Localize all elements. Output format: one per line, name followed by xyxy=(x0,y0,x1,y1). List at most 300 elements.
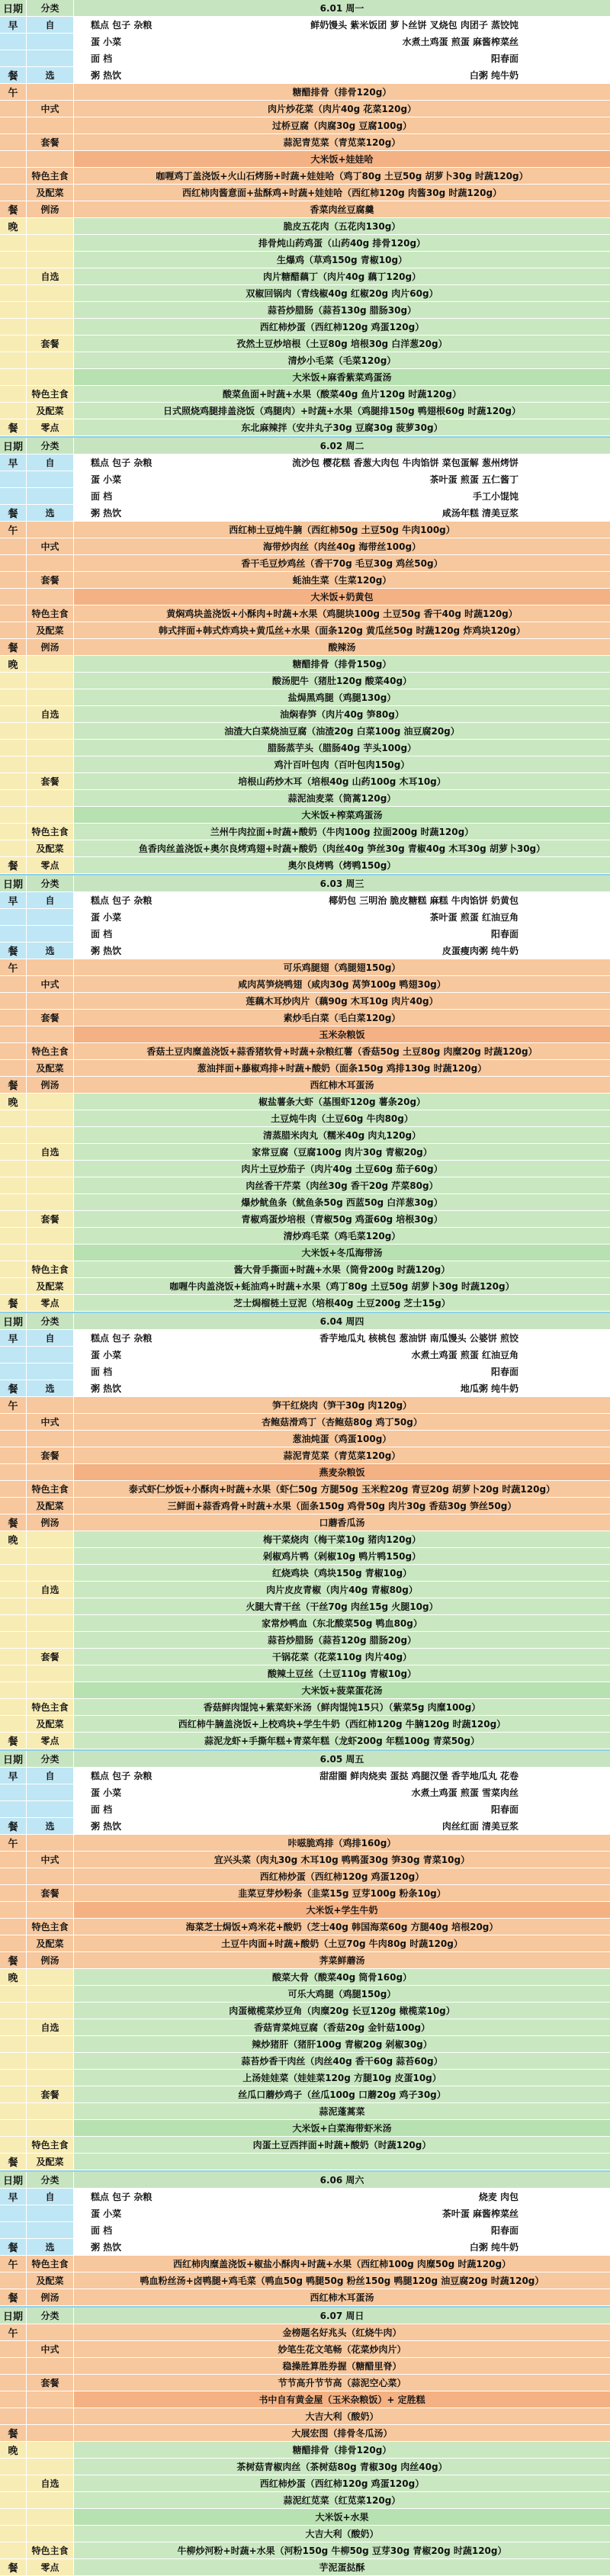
menu-row xyxy=(0,1127,610,1144)
meal-name: 早 xyxy=(0,454,26,471)
dish-cell xyxy=(73,268,610,284)
meal-name xyxy=(0,403,26,419)
meal-name xyxy=(0,2375,26,2391)
category-cell: 特色主食 xyxy=(26,605,73,622)
meal-name xyxy=(0,790,26,806)
dish-text: 茶叶蛋 麻酱榨菜丝 xyxy=(441,2208,518,2219)
dish-cell xyxy=(73,2526,610,2542)
dish-text: 粥 热饮 xyxy=(91,1821,122,1832)
category-cell xyxy=(26,352,73,368)
category-cell xyxy=(26,1665,73,1681)
meal-name xyxy=(0,1598,26,1614)
dish-cell xyxy=(73,1649,610,1665)
dish-cell xyxy=(73,2425,610,2441)
category-cell xyxy=(26,1986,73,2002)
category-cell: 选 xyxy=(26,67,73,83)
dish-cell xyxy=(73,84,610,100)
dish-text: 蒜泥油麦菜（筒蒿120g） xyxy=(287,793,396,804)
category-cell xyxy=(26,2408,73,2424)
dish-text: 蒜泥青苋菜（青苋菜120g） xyxy=(283,137,401,148)
dish-cell xyxy=(73,689,610,705)
menu-row xyxy=(0,2019,610,2036)
category-cell: 自选 xyxy=(26,2019,73,2035)
dish-cell xyxy=(73,807,610,823)
dish-text: 流沙包 樱花糕 香葱大肉包 牛肉馅饼 菜包蛋解 葱州烤饼 xyxy=(292,458,518,468)
category-cell: 自 xyxy=(26,1330,73,1346)
meal-name xyxy=(0,976,26,992)
dish-cell xyxy=(73,2289,610,2305)
dish-text: 三鲜面+蒜香鸡骨+时蔬+水果（面条150g 鸡骨50g 肉片30g 香菇30g 笋丝50g） xyxy=(167,1501,517,1511)
category-cell xyxy=(26,2358,73,2374)
menu-row xyxy=(0,2341,610,2358)
dish-cell xyxy=(73,1768,610,1784)
meal-name xyxy=(0,2542,26,2558)
meal-name: 餐 xyxy=(0,2289,26,2305)
category-cell xyxy=(26,117,73,133)
dish-cell xyxy=(73,2070,610,2086)
category-cell xyxy=(26,2324,73,2340)
meal-name xyxy=(0,134,26,150)
dish-cell xyxy=(73,1818,610,1834)
dish-text: 孜然土豆炒培根（土豆80g 培根30g 白洋葱20g） xyxy=(236,339,448,349)
dish-text: 蒜苔炒香干肉丝（肉丝40g 香干60g 蒜苔60g） xyxy=(241,2056,443,2067)
dish-text: 蒜泥龙虾+手撕年糕+青菜年糕（龙虾200g 年糕100g 青菜50g） xyxy=(204,1736,480,1746)
meal-name xyxy=(0,1431,26,1447)
menu-row xyxy=(0,1699,610,1716)
dish-cell xyxy=(73,926,610,942)
category-label: 分类 xyxy=(26,0,73,16)
dish-text: 西红柿木耳蛋汤 xyxy=(310,2292,374,2303)
dish-cell xyxy=(73,857,610,873)
menu-row xyxy=(0,2003,610,2019)
dish-cell xyxy=(73,1447,610,1463)
meal-name xyxy=(0,1363,26,1380)
category-cell xyxy=(26,1464,73,1480)
category-cell xyxy=(26,84,73,100)
dish-text: 面 档 xyxy=(91,53,113,64)
dish-text: 椰奶包 三明治 脆皮糖糕 麻糕 牛肉馅饼 奶黄包 xyxy=(329,895,518,906)
menu-row xyxy=(0,218,610,235)
menu-row xyxy=(0,572,610,589)
category-cell: 及配菜 xyxy=(26,1060,73,1076)
category-cell xyxy=(26,471,73,487)
category-cell: 特色主食 xyxy=(26,168,73,184)
meal-name xyxy=(0,2205,26,2221)
category-cell: 套餐 xyxy=(26,1885,73,1901)
meal-name xyxy=(0,538,26,554)
dish-cell xyxy=(73,185,610,201)
menu-row xyxy=(0,723,610,740)
meal-name xyxy=(0,252,26,268)
dish-text: 燕麦杂粮饭 xyxy=(319,1467,365,1478)
dish-cell xyxy=(73,673,610,689)
category-cell: 选 xyxy=(26,2239,73,2255)
dish-text: 甜甜圈 鲜肉烧卖 蛋挞 鸡腿汉堡 香芋地瓜丸 花卷 xyxy=(319,1771,518,1781)
menu-row xyxy=(0,2375,610,2391)
dish-text: 葱油炖蛋（鸡蛋100g） xyxy=(292,1434,392,1444)
dish-cell xyxy=(73,1665,610,1681)
meal-name xyxy=(0,2341,26,2357)
dish-text: 粥 热饮 xyxy=(91,2242,122,2253)
menu-row xyxy=(0,538,610,555)
menu-row xyxy=(0,2559,610,2576)
category-cell xyxy=(26,2036,73,2052)
category-cell xyxy=(26,369,73,385)
dish-text: 鸡汁百叶包肉（百叶包肉150g） xyxy=(274,760,410,770)
menu-row xyxy=(0,2189,610,2205)
meal-name xyxy=(0,1060,26,1076)
category-cell: 套餐 xyxy=(26,2375,73,2391)
menu-row xyxy=(0,2154,610,2170)
day-date: 6.01 周一 xyxy=(73,0,610,16)
meal-name: 餐 xyxy=(0,1514,26,1531)
dish-text: 大米饭+冬瓜海带汤 xyxy=(301,1248,383,1258)
dish-text: 糕点 包子 杂粮 xyxy=(91,1771,152,1781)
category-cell: 例汤 xyxy=(26,1077,73,1093)
category-label: 分类 xyxy=(26,1313,73,1329)
category-cell: 自选 xyxy=(26,1144,73,1160)
menu-row xyxy=(0,1363,610,1380)
dish-cell xyxy=(73,2053,610,2069)
dish-text: 糕点 包子 杂粮 xyxy=(91,2192,152,2202)
meal-name: 餐 xyxy=(0,943,26,959)
dish-cell xyxy=(73,17,610,33)
category-cell: 中式 xyxy=(26,1852,73,1868)
meal-name xyxy=(0,1784,26,1800)
menu-row xyxy=(0,976,610,993)
meal-name xyxy=(0,386,26,402)
menu-row xyxy=(0,2391,610,2408)
dish-cell xyxy=(73,2086,610,2102)
category-cell: 及配菜 xyxy=(26,1716,73,1732)
menu-row xyxy=(0,639,610,656)
menu-row xyxy=(0,352,610,369)
meal-name xyxy=(0,1935,26,1951)
menu-row xyxy=(0,909,610,926)
menu-row xyxy=(0,589,610,605)
meal-name xyxy=(0,2358,26,2374)
dish-text: 手工小馄饨 xyxy=(472,491,518,502)
menu-row xyxy=(0,790,610,807)
category-cell xyxy=(26,1347,73,1363)
category-cell: 套餐 xyxy=(26,773,73,789)
menu-row xyxy=(0,1835,610,1852)
meal-name xyxy=(0,1127,26,1143)
meal-name xyxy=(0,1665,26,1681)
meal-name xyxy=(0,1852,26,1868)
dish-text: 过桥豆腐（肉腐30g 豆腐100g） xyxy=(271,120,413,131)
category-cell xyxy=(26,1177,73,1193)
dish-cell xyxy=(73,117,610,133)
category-cell: 例汤 xyxy=(26,2289,73,2305)
menu-row xyxy=(0,773,610,790)
menu-row xyxy=(0,1582,610,1598)
menu-row xyxy=(0,1716,610,1733)
meal-name: 餐 xyxy=(0,201,26,217)
dish-text: 黄焖鸡块盖浇饭+小酥肉+时蔬+水果（鸡腿块100g 土豆50g 香干40g 时蔬120g） xyxy=(166,609,518,619)
menu-row xyxy=(0,1414,610,1431)
dish-cell xyxy=(73,555,610,571)
category-cell xyxy=(26,151,73,167)
meal-name xyxy=(0,302,26,318)
category-cell: 套餐 xyxy=(26,1649,73,1665)
dish-cell xyxy=(73,252,610,268)
meal-name: 晚 xyxy=(0,1531,26,1547)
dish-text: 糖醋排骨（排骨150g） xyxy=(292,659,392,670)
dish-cell xyxy=(73,101,610,117)
dish-cell xyxy=(73,2341,610,2357)
category-cell: 套餐 xyxy=(26,1447,73,1463)
meal-name xyxy=(0,1144,26,1160)
dish-text: 生爆鸡（草鸡150g 青椒10g） xyxy=(276,255,408,265)
dish-cell xyxy=(73,1952,610,1968)
dish-cell xyxy=(73,218,610,234)
category-cell: 零点 xyxy=(26,419,73,435)
dish-text: 大米饭+奶黄包 xyxy=(310,592,374,602)
menu-row xyxy=(0,1632,610,1649)
menu-row xyxy=(0,1852,610,1868)
dish-cell xyxy=(73,840,610,856)
category-cell: 套餐 xyxy=(26,572,73,588)
meal-name xyxy=(0,2475,26,2491)
category-cell xyxy=(26,656,73,672)
dish-text: 鸭血粉丝汤+卤鸭腿+鸡毛菜（鸭血50g 鸭腿50g 粉丝150g 鸭腿120g 油豆腐20g 时蔬120g） xyxy=(140,2276,544,2286)
meal-name xyxy=(0,1632,26,1648)
dish-text: 肉片皮皮青椒（肉片40g 青椒80g） xyxy=(266,1585,418,1595)
dish-cell xyxy=(73,1784,610,1800)
dish-cell xyxy=(73,134,610,150)
dish-cell xyxy=(73,235,610,251)
menu-row xyxy=(0,656,610,673)
category-cell xyxy=(26,1548,73,1564)
category-cell xyxy=(26,689,73,705)
category-cell xyxy=(26,1228,73,1244)
dish-text: 糖醋排骨（排骨120g） xyxy=(292,87,392,98)
meal-name xyxy=(0,673,26,689)
dish-text: 蚝油生菜（生菜120g） xyxy=(292,575,392,586)
dish-text: 蛋 小菜 xyxy=(91,2208,122,2219)
day-date: 6.06 周六 xyxy=(73,2172,610,2188)
dish-text: 大米饭+白菜海带虾米汤 xyxy=(292,2123,392,2134)
dish-text: 脆皮五花肉（五花肉130g） xyxy=(283,221,401,232)
meal-name xyxy=(0,622,26,638)
menu-row xyxy=(0,386,610,403)
dish-text: 酸菜大骨（酸菜40g 筒骨160g） xyxy=(271,1972,413,1983)
menu-row xyxy=(0,1228,610,1245)
dish-cell xyxy=(73,2103,610,2119)
meal-name xyxy=(0,319,26,335)
category-cell xyxy=(26,589,73,605)
menu-row xyxy=(0,1211,610,1228)
dish-cell xyxy=(73,2391,610,2407)
category-cell: 自选 xyxy=(26,268,73,284)
meal-name xyxy=(0,1682,26,1698)
category-cell xyxy=(26,522,73,538)
category-cell: 及配菜 xyxy=(26,1935,73,1951)
menu-row xyxy=(0,1733,610,1749)
dish-text: 皮蛋瘦肉粥 纯牛奶 xyxy=(441,946,518,956)
dish-text: 莲藕木耳炒肉片（藕90g 木耳10g 肉片40g） xyxy=(246,996,438,1007)
dish-cell xyxy=(73,976,610,992)
day-header-row xyxy=(0,438,610,454)
meal-name xyxy=(0,1498,26,1514)
meal-name xyxy=(0,993,26,1009)
dish-cell xyxy=(73,1548,610,1564)
dish-text: 咖喱牛肉盖浇饭+蚝油鸡+时蔬+水果（鸡丁80g 土豆50g 胡萝卜30g 时蔬120g） xyxy=(169,1281,515,1292)
category-cell xyxy=(26,302,73,318)
menu-row xyxy=(0,403,610,419)
meal-name xyxy=(0,1177,26,1193)
dish-text: 酸菜鱼面+时蔬+水果（酸菜40g 鱼片120g 时蔬120g） xyxy=(222,389,462,400)
dish-cell xyxy=(73,790,610,806)
meal-name xyxy=(0,2036,26,2052)
dish-cell xyxy=(73,2559,610,2575)
meal-name: 早 xyxy=(0,17,26,33)
meal-name xyxy=(0,2003,26,2019)
category-cell xyxy=(26,2459,73,2475)
category-cell xyxy=(26,1397,73,1413)
menu-row xyxy=(0,1682,610,1699)
menu-row xyxy=(0,2408,610,2425)
dish-cell xyxy=(73,403,610,419)
dish-text: 面 档 xyxy=(91,929,113,940)
meal-name xyxy=(0,2272,26,2289)
category-cell xyxy=(26,2425,73,2441)
dish-cell xyxy=(73,1969,610,1985)
dish-text: 海带炒肉丝（肉丝40g 海带丝100g） xyxy=(262,541,422,552)
meal-name xyxy=(0,572,26,588)
category-cell xyxy=(26,926,73,942)
dish-cell xyxy=(73,1919,610,1935)
menu-row xyxy=(0,2509,610,2526)
meal-name xyxy=(0,1582,26,1598)
meal-name xyxy=(0,1885,26,1901)
dish-text: 清炒小毛菜（毛菜120g） xyxy=(287,355,396,366)
meal-name xyxy=(0,352,26,368)
menu-row xyxy=(0,857,610,874)
meal-name xyxy=(0,285,26,301)
meal-name xyxy=(0,2459,26,2475)
category-cell xyxy=(26,790,73,806)
dish-cell xyxy=(73,2358,610,2374)
menu-row xyxy=(0,369,610,386)
category-cell xyxy=(26,1598,73,1614)
dish-text: 蛋 小菜 xyxy=(91,474,122,485)
dish-text: 面 档 xyxy=(91,491,113,502)
category-cell xyxy=(26,740,73,756)
meal-name xyxy=(0,101,26,117)
category-cell: 自选 xyxy=(26,1582,73,1598)
dish-cell xyxy=(73,2492,610,2508)
dish-cell xyxy=(73,522,610,538)
meal-name xyxy=(0,824,26,840)
menu-row xyxy=(0,1868,610,1885)
meal-name: 餐 xyxy=(0,2559,26,2575)
dish-cell xyxy=(73,419,610,435)
category-cell xyxy=(26,1363,73,1380)
category-cell xyxy=(26,1632,73,1648)
dish-cell xyxy=(73,1852,610,1868)
menu-row xyxy=(0,1177,610,1194)
dish-cell xyxy=(73,622,610,638)
category-cell xyxy=(26,1801,73,1817)
meal-name xyxy=(0,1548,26,1564)
dish-text: 大展宏图（排骨冬瓜汤） xyxy=(291,2428,393,2439)
meal-name xyxy=(0,185,26,201)
category-cell: 及配菜 xyxy=(26,1278,73,1294)
menu-row xyxy=(0,1986,610,2003)
category-cell: 特色主食 xyxy=(26,2256,73,2272)
dish-text: 西红柿炒蛋（西红柿120g 鸡蛋120g） xyxy=(259,2478,425,2489)
menu-row xyxy=(0,1278,610,1295)
dish-cell xyxy=(73,1481,610,1497)
day-date: 6.07 周日 xyxy=(73,2308,610,2324)
dish-cell xyxy=(73,1986,610,2002)
meal-name: 早 xyxy=(0,892,26,908)
category-cell: 特色主食 xyxy=(26,1699,73,1715)
dish-cell xyxy=(73,285,610,301)
menu-row xyxy=(0,1885,610,1902)
category-cell xyxy=(26,1127,73,1143)
dish-text: 阳春面 xyxy=(490,2225,518,2236)
dish-cell xyxy=(73,639,610,655)
dish-text: 奥尔良烤鸭（烤鸭150g） xyxy=(287,860,396,871)
dish-text: 面 档 xyxy=(91,1804,113,1815)
meal-name xyxy=(0,168,26,184)
dish-text: 海菜芝士焗饭+鸡米花+酸奶（芝士40g 韩国海菜60g 方腿40g 培根20g） xyxy=(185,1922,499,1932)
meal-name xyxy=(0,2053,26,2069)
dish-cell xyxy=(73,723,610,739)
day-date: 6.05 周五 xyxy=(73,1751,610,1767)
meal-name xyxy=(0,2120,26,2136)
day-header-row xyxy=(0,2308,610,2324)
dish-cell xyxy=(73,1245,610,1261)
dish-text: 荠菜鲜蘑汤 xyxy=(319,1955,365,1966)
dish-text: 蒜苔炒腊肠（蒜苔120g 腊肠20g） xyxy=(267,1635,417,1646)
dish-text: 粥 热饮 xyxy=(91,946,122,956)
meal-name xyxy=(0,34,26,50)
dish-cell xyxy=(73,706,610,722)
category-cell: 特色主食 xyxy=(26,1481,73,1497)
dish-cell xyxy=(73,1498,610,1514)
meal-name xyxy=(0,2509,26,2525)
category-cell: 例汤 xyxy=(26,639,73,655)
category-cell: 特色主食 xyxy=(26,1261,73,1277)
meal-name: 餐 xyxy=(0,857,26,873)
menu-row xyxy=(0,2239,610,2256)
dish-cell xyxy=(73,50,610,66)
dish-text: 玉米杂粮饭 xyxy=(319,1029,365,1040)
dish-text: 剁椒鸡片鸭（剁椒10g 鸭片鸭150g） xyxy=(262,1551,422,1562)
category-cell: 例汤 xyxy=(26,201,73,217)
category-cell xyxy=(26,2103,73,2119)
dish-text: 糖醋排骨（排骨120g） xyxy=(292,2445,392,2456)
meal-name: 餐 xyxy=(0,1380,26,1396)
menu-row xyxy=(0,1194,610,1211)
dish-cell xyxy=(73,1414,610,1430)
day-date: 6.04 周四 xyxy=(73,1313,610,1329)
dish-text: 白粥 纯牛奶 xyxy=(469,70,518,81)
dish-cell xyxy=(73,2542,610,2558)
dish-text: 肉丝香干芹菜（肉丝30g 香干20g 芹菜80g） xyxy=(246,1180,438,1191)
category-cell: 零点 xyxy=(26,2559,73,2575)
category-cell: 自选 xyxy=(26,2475,73,2491)
dish-text: 粥 热饮 xyxy=(91,70,122,81)
dish-cell xyxy=(73,505,610,521)
meal-name: 餐 xyxy=(0,419,26,435)
category-cell: 套餐 xyxy=(26,1010,73,1026)
dish-cell xyxy=(73,892,610,908)
